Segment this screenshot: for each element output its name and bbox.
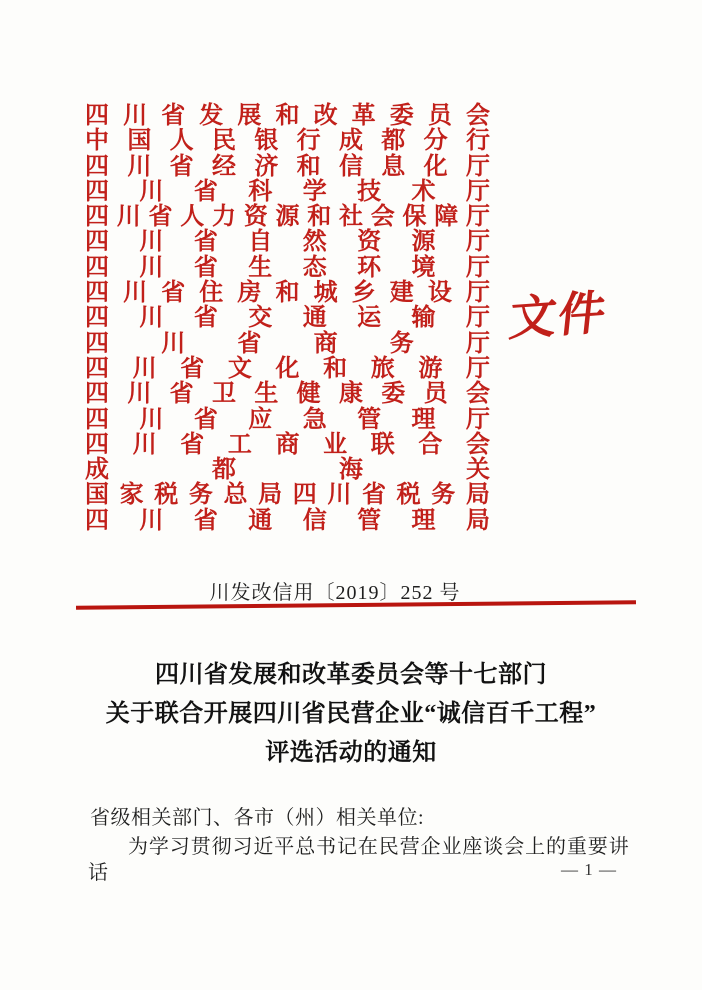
department-name-row — [85, 509, 490, 534]
department-char: 成 — [85, 457, 109, 484]
department-char: 务 — [431, 482, 456, 509]
department-char: 员 — [427, 103, 452, 129]
document-number: 川发改信用〔2019〕252 号 — [209, 582, 461, 604]
department-name-row — [85, 205, 490, 230]
department-char: 成 — [338, 128, 363, 155]
department-char: 障 — [434, 204, 459, 231]
department-char: 理 — [411, 406, 436, 433]
department-char: 关 — [466, 457, 490, 484]
department-char: 信 — [338, 153, 363, 180]
department-char: 厅 — [465, 229, 490, 256]
department-char: 国 — [127, 128, 152, 155]
department-name-row — [85, 230, 490, 255]
department-char: 省 — [237, 330, 262, 357]
department-char: 四 — [85, 204, 109, 231]
department-char: 员 — [423, 381, 448, 408]
department-char: 都 — [381, 128, 406, 155]
department-name-row — [85, 483, 490, 508]
body-paragraph: 为学习贯彻习近平总书记在民营企业座谈会上的重要讲话 — [88, 836, 630, 884]
department-char: 和 — [296, 153, 321, 180]
department-char: 房 — [237, 280, 262, 307]
department-char: 行 — [465, 128, 490, 155]
department-char: 设 — [427, 280, 452, 307]
department-char: 川 — [139, 178, 164, 205]
department-char: 省 — [193, 406, 218, 433]
department-char: 国 — [85, 482, 109, 509]
department-char: 建 — [389, 280, 414, 307]
department-char: 康 — [338, 381, 363, 408]
department-char: 厅 — [465, 153, 490, 180]
department-char: 急 — [302, 406, 327, 433]
document-title — [0, 656, 702, 773]
department-name-row — [85, 104, 490, 129]
department-char: 厅 — [465, 330, 490, 357]
department-char: 川 — [139, 229, 164, 256]
department-char: 输 — [411, 305, 436, 332]
department-char: 省 — [193, 305, 218, 332]
department-char: 川 — [116, 204, 141, 231]
department-char: 游 — [418, 355, 443, 382]
department-char: 四 — [85, 330, 109, 357]
department-char: 都 — [212, 457, 236, 484]
department-char: 川 — [161, 330, 186, 357]
department-char: 展 — [237, 103, 262, 129]
department-char: 管 — [357, 507, 382, 534]
department-char: 厅 — [465, 178, 490, 205]
department-char: 省 — [169, 381, 194, 408]
department-char: 税 — [154, 482, 179, 509]
department-char: 合 — [418, 431, 443, 458]
department-char: 川 — [327, 482, 352, 509]
department-name-row — [85, 357, 490, 382]
department-char: 旅 — [370, 355, 395, 382]
department-char: 厅 — [465, 254, 490, 281]
department-name-row — [85, 332, 490, 357]
department-char: 川 — [127, 381, 152, 408]
department-char: 保 — [402, 204, 427, 231]
department-char: 局 — [465, 507, 490, 534]
department-char: 通 — [302, 305, 327, 332]
department-char: 健 — [296, 381, 321, 408]
department-char: 联 — [370, 431, 395, 458]
department-char: 四 — [85, 431, 109, 458]
title-line-2: 关于联合开展四川省民营企业“诚信百千工程” — [105, 701, 597, 727]
department-char: 委 — [381, 381, 406, 408]
department-char: 源 — [275, 204, 300, 231]
department-char: 四 — [85, 406, 109, 433]
department-char: 会 — [370, 204, 395, 231]
department-char: 局 — [465, 482, 490, 509]
department-char: 和 — [307, 204, 332, 231]
department-char: 四 — [85, 305, 109, 332]
department-char: 资 — [243, 204, 268, 231]
department-name-row — [85, 180, 490, 205]
department-char: 务 — [188, 482, 213, 509]
department-char: 社 — [339, 204, 363, 231]
department-char: 生 — [254, 381, 279, 408]
department-char: 省 — [362, 482, 386, 509]
department-char: 川 — [127, 153, 152, 180]
department-char: 理 — [411, 507, 436, 534]
page-number: — 1 — — [561, 860, 617, 879]
department-char: 资 — [357, 229, 382, 256]
department-char: 环 — [357, 254, 382, 281]
department-char: 然 — [302, 229, 327, 256]
department-char: 会 — [466, 431, 490, 458]
department-char: 省 — [148, 204, 173, 231]
department-char: 工 — [227, 431, 252, 458]
department-char: 银 — [254, 128, 279, 155]
salutation: 省级相关部门、各市（州）相关单位: — [90, 807, 425, 829]
department-char: 四 — [85, 254, 109, 281]
department-char: 发 — [199, 103, 224, 129]
department-char: 川 — [139, 305, 164, 332]
department-char: 川 — [139, 406, 164, 433]
department-char: 术 — [411, 178, 436, 205]
department-char: 务 — [389, 330, 414, 357]
department-char: 应 — [248, 406, 273, 433]
department-char: 厅 — [466, 355, 490, 382]
department-char: 川 — [132, 355, 157, 382]
department-char: 税 — [396, 482, 421, 509]
department-char: 商 — [313, 330, 338, 357]
department-char: 川 — [139, 507, 164, 534]
department-char: 四 — [292, 482, 317, 509]
department-char: 业 — [323, 431, 348, 458]
department-name-row — [85, 256, 490, 281]
department-char: 和 — [275, 103, 300, 129]
department-char: 科 — [248, 178, 273, 205]
department-char: 省 — [180, 431, 205, 458]
department-char: 家 — [119, 482, 144, 509]
department-char: 委 — [389, 103, 414, 129]
department-char: 信 — [302, 507, 327, 534]
department-char: 四 — [85, 178, 109, 205]
department-name-row — [85, 433, 490, 458]
department-name-row — [85, 306, 490, 331]
department-char: 乡 — [351, 280, 376, 307]
title-line-1: 四川省发展和改革委员会等十七部门 — [155, 662, 547, 688]
department-char: 生 — [248, 254, 273, 281]
department-char: 源 — [411, 229, 436, 256]
department-name-row — [85, 408, 490, 433]
department-char: 境 — [411, 254, 436, 281]
department-char: 厅 — [466, 204, 490, 231]
document-stamp-label: 文件 — [506, 286, 611, 347]
department-char: 人 — [169, 128, 194, 155]
department-name-row — [85, 129, 490, 154]
department-char: 人 — [180, 204, 205, 231]
department-char: 局 — [258, 482, 283, 509]
department-char: 民 — [211, 128, 236, 155]
department-char: 力 — [212, 204, 236, 231]
department-char: 态 — [302, 254, 327, 281]
department-char: 管 — [357, 406, 382, 433]
department-char: 运 — [357, 305, 382, 332]
department-char: 化 — [275, 355, 300, 382]
department-char: 省 — [193, 178, 218, 205]
department-char: 住 — [199, 280, 224, 307]
department-char: 四 — [85, 280, 109, 307]
department-char: 总 — [223, 482, 248, 509]
department-char: 商 — [275, 431, 300, 458]
department-char: 城 — [313, 280, 338, 307]
department-char: 化 — [423, 153, 448, 180]
department-char: 省 — [193, 254, 218, 281]
department-char: 川 — [123, 280, 148, 307]
department-name-row — [85, 382, 490, 407]
department-char: 会 — [465, 381, 490, 408]
department-char: 济 — [254, 153, 279, 180]
department-char: 四 — [85, 381, 109, 408]
department-char: 省 — [193, 229, 218, 256]
department-char: 四 — [85, 153, 109, 180]
department-list — [85, 104, 490, 534]
department-char: 革 — [351, 103, 376, 129]
department-char: 学 — [302, 178, 327, 205]
department-char: 厅 — [465, 406, 490, 433]
department-char: 息 — [381, 153, 406, 180]
department-char: 省 — [180, 355, 205, 382]
department-char: 省 — [161, 280, 186, 307]
department-char: 自 — [248, 229, 273, 256]
department-char: 通 — [248, 507, 273, 534]
department-char: 文 — [227, 355, 252, 382]
department-char: 技 — [357, 178, 382, 205]
department-char: 和 — [323, 355, 348, 382]
department-char: 会 — [465, 103, 490, 129]
department-char: 川 — [132, 431, 157, 458]
department-char: 四 — [85, 229, 109, 256]
department-char: 卫 — [211, 381, 236, 408]
department-char: 四 — [85, 103, 109, 129]
department-char: 川 — [139, 254, 164, 281]
department-name-row — [85, 281, 490, 306]
department-name-row — [85, 458, 490, 483]
department-char: 四 — [85, 355, 109, 382]
department-char: 分 — [423, 128, 448, 155]
department-char: 经 — [211, 153, 236, 180]
department-char: 四 — [85, 507, 109, 534]
department-char: 中 — [85, 128, 109, 155]
department-char: 海 — [339, 457, 363, 484]
title-line-3: 评选活动的通知 — [265, 740, 437, 766]
department-char: 改 — [313, 103, 338, 129]
department-char: 行 — [296, 128, 321, 155]
department-char: 厅 — [465, 305, 490, 332]
department-char: 交 — [248, 305, 273, 332]
department-char: 省 — [161, 103, 186, 129]
department-char: 和 — [275, 280, 300, 307]
department-char: 省 — [169, 153, 194, 180]
department-char: 川 — [123, 103, 148, 129]
department-char: 省 — [193, 507, 218, 534]
department-char: 厅 — [465, 280, 490, 307]
department-name-row — [85, 155, 490, 180]
